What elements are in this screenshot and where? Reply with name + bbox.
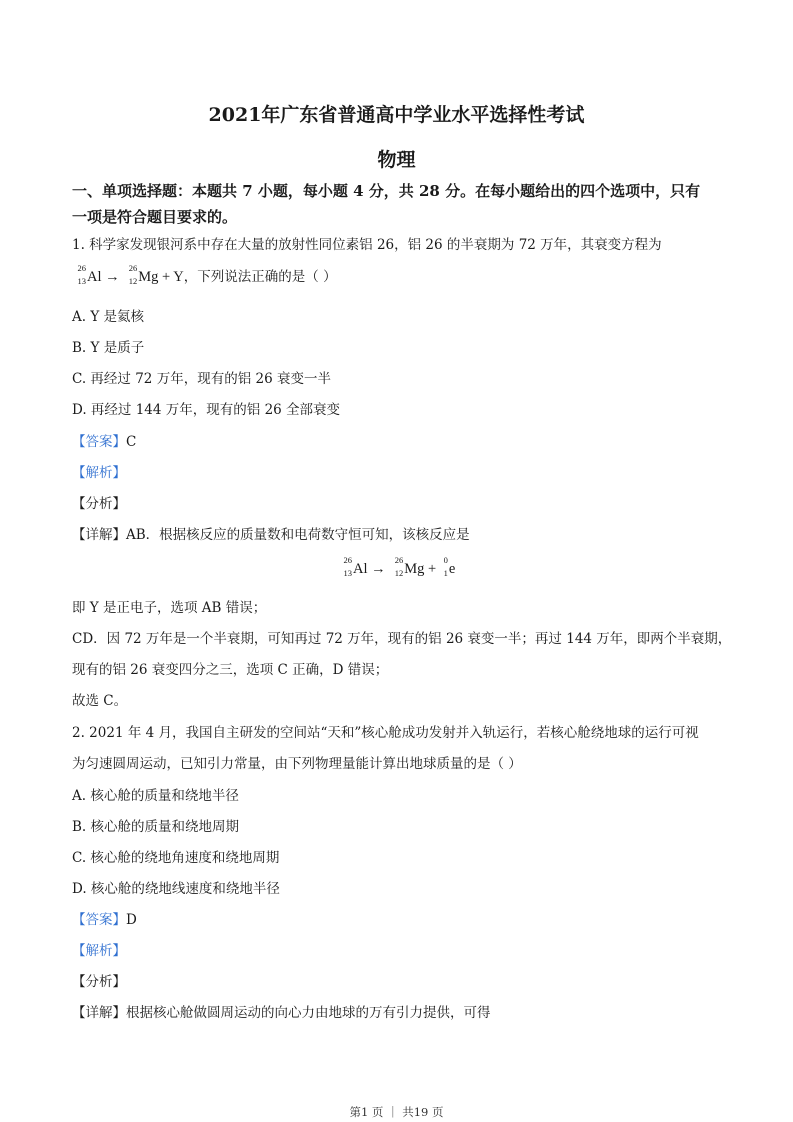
q1-detail: 【详解】AB．根据核反应的质量数和电荷数守恒可知，该核反应是 [72, 527, 470, 543]
q2-option-b: B. 核心舱的质量和绕地周期 [72, 819, 240, 835]
answer-label: 【答案】 [72, 434, 126, 450]
detail-label: 【详解】 [72, 1005, 126, 1021]
al-nuclide-indices: 26 13 [343, 555, 352, 578]
answer-value: D [126, 912, 137, 928]
mg-nuclide-indices: 26 12 [394, 555, 404, 578]
q1-reaction-equation: 26 13 Al → 26 12 Mg + 0 1 e [338, 559, 455, 578]
q1-jiexi-label: 【解析】 [72, 465, 126, 481]
q1-option-b: B. Y 是质子 [72, 340, 145, 356]
q2-detail: 【详解】根据核心舱做圆周运动的向心力由地球的万有引力提供，可得 [72, 1005, 491, 1021]
detail-label: 【详解】 [72, 527, 126, 543]
subject-title: 物理 [377, 149, 416, 171]
q2-stem-1: 2. 2021 年 4 月，我国自主研发的空间站“天和”核心舱成功发射并入轨运行，若核心舱绕地球的运行可视 [72, 725, 699, 741]
q1-conclusion: 故选 C。 [72, 693, 128, 709]
mg-nuclide-indices: 26 12 [128, 263, 138, 286]
q1-stem: 1. 科学家发现银河系中存在大量的放射性同位素铝 26，铝 26 的半衰期为 72 万年，其衰变方程为 [72, 237, 662, 253]
q1-option-c: C. 再经过 72 万年，现有的铝 26 衰变一半 [72, 371, 331, 387]
q1-option-d: D. 再经过 144 万年，现有的铝 26 全部衰变 [72, 402, 341, 418]
q2-stem-2: 为匀速圆周运动，已知引力常量，由下列物理量能计算出地球质量的是（ ） [72, 756, 522, 772]
q1-answer [72, 430, 136, 450]
q2-fenxi-label: 【分析】 [72, 974, 126, 990]
q1-explanation-y: 即 Y 是正电子，选项 AB 错误； [72, 600, 267, 616]
q2-answer [72, 908, 137, 928]
q2-option-c: C. 核心舱的绕地角速度和绕地周期 [72, 850, 280, 866]
positron-indices: 0 1 [443, 555, 448, 578]
q1-equation: 26 13 Al → 26 12 Mg + Y，下列说法正确的是（ ） [72, 265, 337, 286]
q2-option-a: A. 核心舱的质量和绕地半径 [72, 788, 239, 804]
answer-value: C [126, 434, 137, 450]
al-nuclide-indices: 26 13 [77, 263, 86, 286]
section-heading-line1: 一、单项选择题：本题共 7 小题，每小题 4 分，共 28 分。在每小题给出的四个选项中，只有 [72, 182, 701, 200]
q1-explanation-cd-1: CD．因 72 万年是一个半衰期，可知再过 72 万年，现有的铝 26 衰变一半；再过 144 万年，即两个半衰期， [72, 631, 732, 647]
q1-option-a: A. Y 是氦核 [72, 309, 145, 325]
page-title: 2021年广东省普通高中学业水平选择性考试 [208, 104, 585, 126]
answer-label: 【答案】 [72, 912, 126, 928]
page-footer: 第1 页 ｜ 共19 页 [349, 1105, 444, 1119]
section-heading-line2: 一项是符合题目要求的。 [72, 208, 238, 226]
q2-jiexi-label: 【解析】 [72, 943, 126, 959]
q1-explanation-cd-2: 现有的铝 26 衰变四分之三，选项 C 正确，D 错误； [72, 662, 389, 678]
q2-option-d: D. 核心舱的绕地线速度和绕地半径 [72, 881, 280, 897]
q1-fenxi-label: 【分析】 [72, 496, 126, 512]
